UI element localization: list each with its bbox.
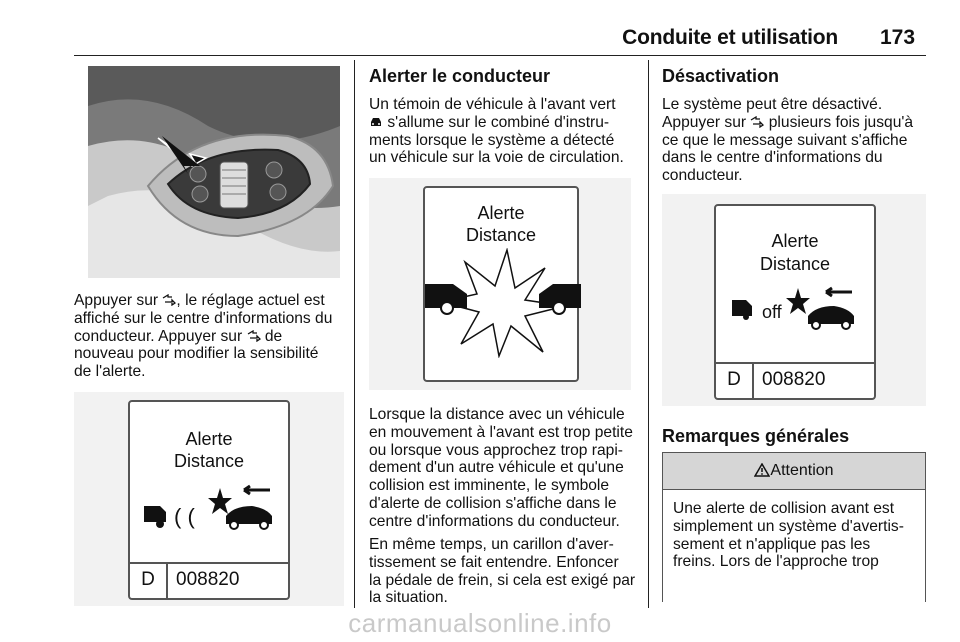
text-line: nouveau pour modifier la sensibilité <box>74 345 319 363</box>
collision-warning-icon <box>144 482 276 534</box>
gear-indicator: D <box>716 364 754 398</box>
attention-header <box>663 453 925 490</box>
steering-wheel-figure <box>88 66 340 278</box>
text-line: En même temps, un carillon d'aver- <box>369 536 614 553</box>
header-rule <box>74 55 926 56</box>
text-line: centre d'informations du conducteur. <box>369 512 620 530</box>
vehicle-ahead-icon <box>369 115 383 127</box>
running-header-title: Conduite et utilisation <box>622 26 838 49</box>
display-line-1: Alerte <box>477 203 525 223</box>
text-line: Lorsque la distance avec un véhicule <box>369 406 625 423</box>
text-line: s'allume sur le combiné d'instru- <box>383 113 610 131</box>
text-line: ce que le message suivant s'affiche <box>662 131 908 149</box>
text-line: un véhicule sur la voie de circulation. <box>369 149 624 167</box>
text-line: conducteur. Appuyer sur <box>74 327 247 345</box>
col1-paragraph <box>74 292 346 381</box>
attention-label: Attention <box>770 462 834 479</box>
col2-paragraph-2 <box>369 406 639 531</box>
attention-box <box>662 452 926 602</box>
display-footer <box>716 362 874 398</box>
col2-display-figure <box>369 178 631 390</box>
col3-paragraph <box>662 96 932 185</box>
text-line: dement d'un autre véhicule et qu'une <box>369 459 624 477</box>
vehicle-off-icon <box>732 286 760 320</box>
off-label: off <box>762 302 782 322</box>
text-line: sement et n'applique pas les <box>673 535 871 553</box>
text-line: Un témoin de véhicule à l'avant vert <box>369 96 616 113</box>
text-line: Appuyer sur <box>74 292 163 309</box>
col1-display-figure <box>74 392 344 606</box>
column-divider-1 <box>354 60 355 608</box>
col2-paragraph-3 <box>369 536 639 607</box>
text-line: la pédale de frein, si cela est exigé par <box>369 571 636 589</box>
display-line-2: Distance <box>173 451 245 471</box>
warning-triangle-icon <box>754 455 770 491</box>
text-line: dans le centre d'informations du <box>662 149 883 167</box>
text-line: ments lorsque le système a détecté <box>369 131 615 149</box>
text-line: Le système peut être désactivé. <box>662 96 883 113</box>
text-line: Appuyer sur <box>662 113 751 131</box>
collision-warning-icon <box>786 286 858 330</box>
text-line: collision est imminente, le symbole <box>369 477 610 495</box>
text-line: affiché sur le centre d'informations du <box>74 309 333 327</box>
text-line: la situation. <box>369 589 448 607</box>
column-divider-2 <box>648 60 649 608</box>
display-line-1: Alerte <box>185 429 233 449</box>
col3-display-figure <box>662 194 926 406</box>
text-line: , le réglage actuel est <box>176 292 325 309</box>
text-line: d'alerte de collision s'affiche dans le <box>369 494 617 512</box>
text-line: tissement se fait entendre. Enfoncer <box>369 553 619 571</box>
text-line: de <box>260 327 283 345</box>
distance-button-icon <box>750 115 764 127</box>
steering-wheel-illustration <box>88 66 340 278</box>
text-line: simplement un système d'avertis- <box>673 517 904 535</box>
col3-heading: Désactivation <box>662 66 780 86</box>
svg-text:( (: ( ( <box>174 504 195 529</box>
gear-indicator: D <box>130 564 168 598</box>
page-number: 173 <box>880 26 916 49</box>
display-line-2: Distance <box>759 254 831 274</box>
text-line: freins. Lors de l'approche trop <box>673 553 879 571</box>
col2-heading: Alerter le conducteur <box>369 66 551 86</box>
text-line: de l'alerte. <box>74 363 146 381</box>
text-line: conducteur. <box>662 167 743 185</box>
watermark: carmanualsonline.info <box>348 608 612 638</box>
distance-button-icon <box>162 293 176 305</box>
display-line-1: Alerte <box>771 231 819 251</box>
text-line: Une alerte de collision avant est <box>673 500 895 517</box>
text-line: en mouvement à l'avant est trop petite <box>369 423 633 441</box>
col3-dashboard-display <box>714 204 876 400</box>
attention-body <box>663 490 925 581</box>
col2-intro <box>369 96 639 167</box>
text-line: plusieurs fois jusqu'à <box>764 113 914 131</box>
col3-heading-2: Remarques générales <box>662 426 850 446</box>
col1-dashboard-display <box>128 400 290 600</box>
collision-burst-icon <box>425 248 581 358</box>
odometer-value: 008820 <box>176 569 240 590</box>
display-footer <box>130 562 288 598</box>
display-line-2: Distance <box>465 225 537 245</box>
odometer-value: 008820 <box>762 369 826 390</box>
text-line: ou lorsque vous approchez trop rapi- <box>369 441 623 459</box>
distance-button-icon <box>247 329 261 341</box>
